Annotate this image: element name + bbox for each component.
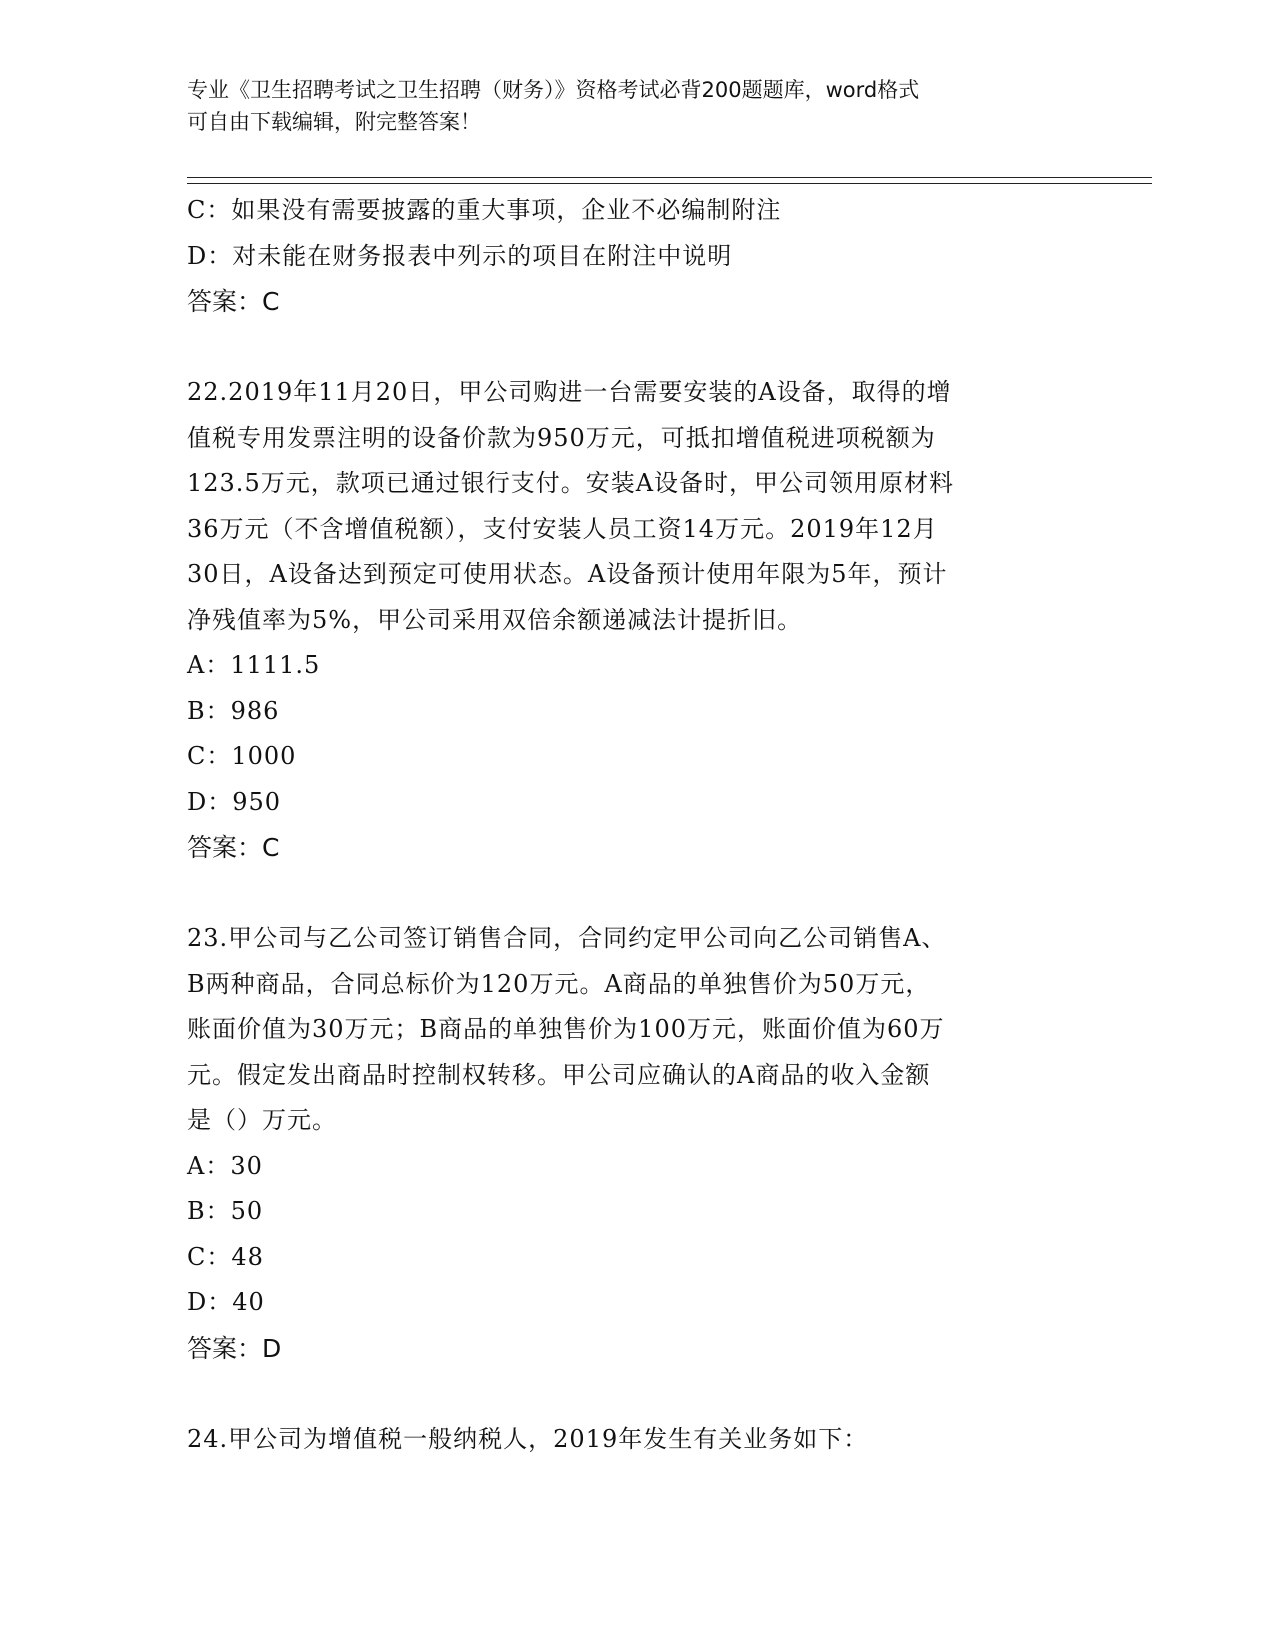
option-a: A：1111.5 [187,651,321,679]
question-21-continued [187,188,1087,325]
question-text-line: 账面价值为30万元；B商品的单独售价为100万元，账面价值为60万 [187,1015,945,1043]
question-text-line: 净残值率为5%，甲公司采用双倍余额递减法计提折旧。 [187,605,803,634]
spacer [187,871,1087,917]
question-text-line: 123.5万元，款项已通过银行支付。安装A设备时，甲公司领用原材料 [187,469,955,497]
option-d: D：对未能在财务报表中列示的项目在附注中说明 [187,241,733,270]
spacer [187,1371,1087,1417]
question-text-line: 22.2019年11月20日，甲公司购进一台需要安装的A设备，取得的增 [187,378,952,406]
document-header [187,74,1087,138]
question-text-line: 30日，A设备达到预定可使用状态。A设备预计使用年限为5年，预计 [187,560,948,588]
option-a: A：30 [187,1151,263,1180]
question-23 [187,916,1087,1371]
header-title-line-1: 专业《卫生招聘考试之卫生招聘（财务）》资格考试必背200题题库，word格式 [187,78,920,102]
option-c: C：1000 [187,742,297,770]
option-d: D：950 [187,787,282,816]
question-text-line: 24.甲公司为增值税一般纳税人，2019年发生有关业务如下： [187,1424,869,1453]
question-text-line: 36万元（不含增值税额），支付安装人员工资14万元。2019年12月 [187,514,938,543]
question-text-line: 是（）万元。 [187,1106,337,1134]
answer-line: 答案：C [187,287,280,316]
question-text-line: 值税专用发票注明的设备价款为950万元，可抵扣增值税进项税额为 [187,423,936,452]
question-text-line: 23.甲公司与乙公司签订销售合同，合同约定甲公司向乙公司销售A、 [187,924,947,952]
spacer [187,325,1087,371]
header-title-line-2: 可自由下载编辑，附完整答案！ [187,110,481,134]
header-divider-bottom [187,183,1152,184]
answer-line: 答案：C [187,833,280,862]
question-24 [187,1417,1087,1463]
option-c: C：48 [187,1242,264,1271]
question-text-line: 元。假定发出商品时控制权转移。甲公司应确认的A商品的收入金额 [187,1060,931,1089]
header-divider-top [187,177,1152,178]
document-body [187,188,1087,1462]
option-d: D：40 [187,1288,265,1316]
question-text-line: B两种商品，合同总标价为120万元。A商品的单独售价为50万元， [187,969,931,998]
option-b: B：50 [187,1197,264,1225]
option-c: C：如果没有需要披露的重大事项，企业不必编制附注 [187,196,782,224]
answer-line: 答案：D [187,1333,282,1363]
option-b: B：986 [187,696,280,725]
question-22 [187,370,1087,871]
